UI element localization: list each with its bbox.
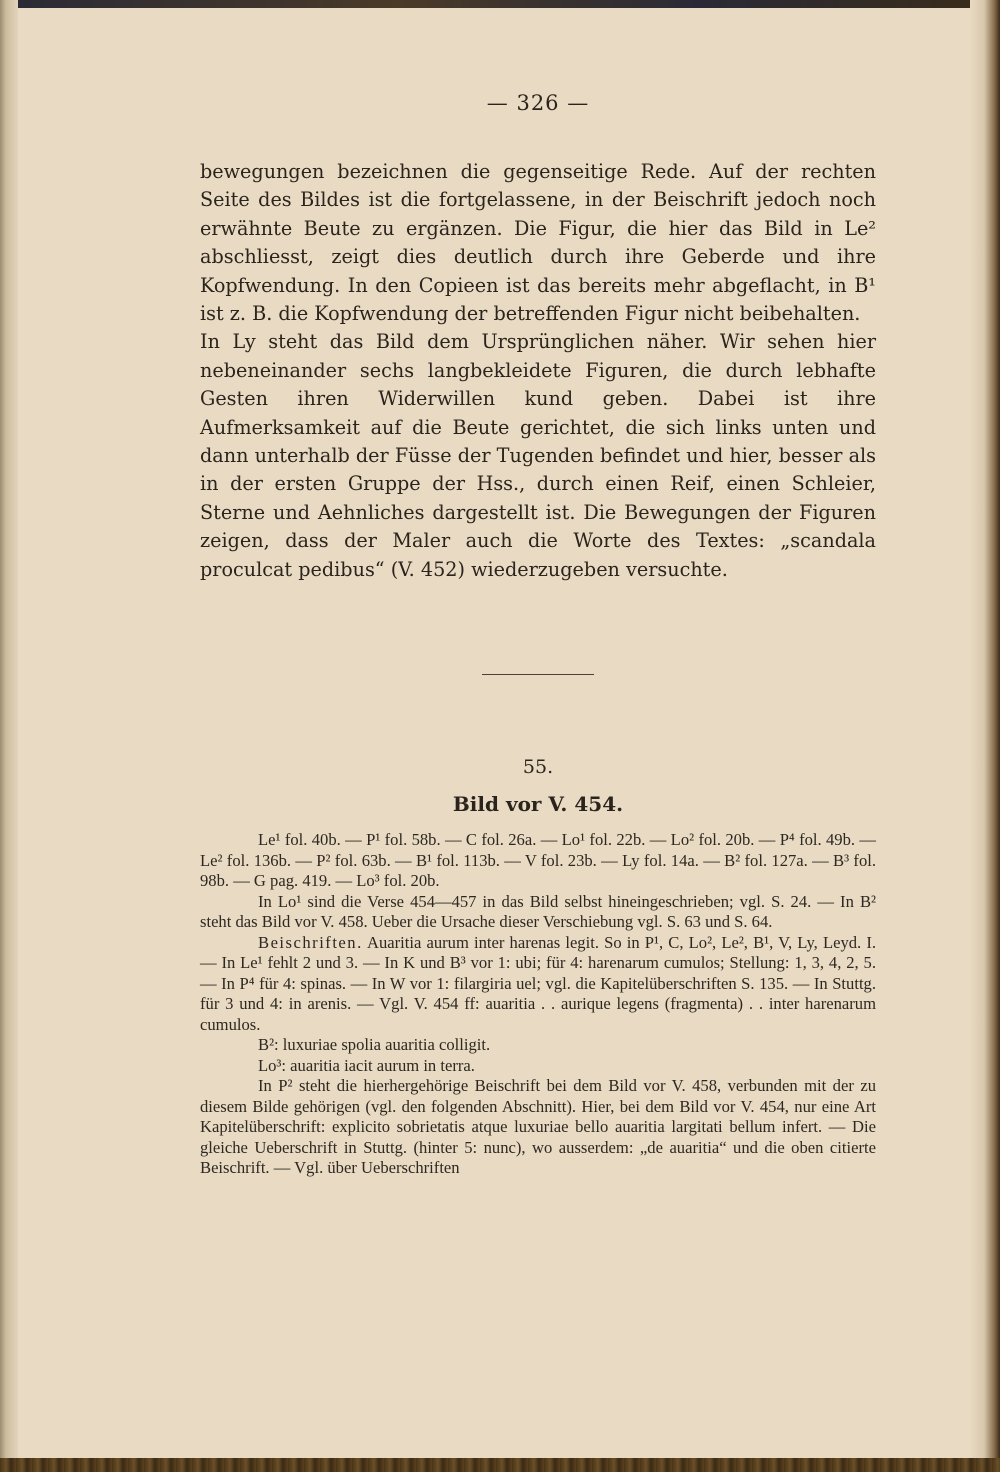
body-text	[200, 158, 876, 584]
paragraph-2: In Ly steht das Bild dem Ursprünglichen näher. Wir sehen hier nebeneinander sechs langbekleidete Figuren, die durch lebhafte Gesten ihren Widerwillen kund geben. Dabei ist ihre Aufmerksamkeit auf die Beute gerichtet, die sich links unten und dann unterhalb der Füsse der Tugenden befindet und hier, besser als in der ersten Gruppe der Hss., durch einen Reif, einen Schleier, Sterne und Aehnliches dargestellt ist. Die Bewegungen der Figuren zeigen, dass der Maler auch die Worte des Textes: „scandala proculcat pedibus“ (V. 452) wiederzugeben versuchte.	[200, 330, 876, 581]
page-gutter	[0, 0, 18, 1472]
footnotes	[200, 830, 876, 1179]
page-content	[200, 88, 876, 1177]
page-edge	[970, 0, 1000, 1472]
section-divider	[482, 674, 594, 675]
lo3-note: Lo³: auaritia iacit aurum in terra.	[258, 1055, 475, 1075]
section-title: Bild vor V. 454.	[452, 792, 624, 816]
b2-note: B²: luxuriae spolia auaritia colligit.	[258, 1035, 491, 1054]
section-number: 55.	[522, 756, 554, 778]
top-edge	[0, 0, 1000, 8]
p2-note: In P² steht die hierhergehörige Beischrift bei dem Bild vor V. 458, verbunden mit der zu diesem Bilde gehörigen (vgl. den folgenden Abschnitt). Hier, bei dem Bild vor V. 454, nur eine Art Kapitelüberschrift: explicito sobrietatis atque luxuriae bello auaritia largitati bellum infert. — Die gleiche Ueberschrift in Stuttg. (hinter 5: nunc), wo ausserdem: „de auaritia“ und die oben citierte Beischrift. — Vgl. über Ueberschriften	[200, 1076, 876, 1177]
beischriften-text: Auaritia aurum inter harenas legit. So in P¹, C, Lo², Le², B¹, V, Ly, Leyd. I. — In Le¹ fehlt 2 und 3. — In K und B³ vor 1: ubi; für 4: harenarum cumulos; Stellung: 1, 3, 4, 2, 5. — In P⁴ für 4: spinas. — In W vor 1: filargiria uel; vgl. die Kapitelüberschriften S. 135. — In Stuttg. für 3 und 4: in arenis. — Vgl. V. 454 ff: auaritia . . aurique legens (fragmenta) . . inter harenarum cumulos.	[200, 932, 876, 1034]
beischriften-label: Beischriften.	[258, 932, 363, 952]
manuscript-list: Le¹ fol. 40b. — P¹ fol. 58b. — C fol. 26a. — Lo¹ fol. 22b. — Lo² fol. 20b. — P⁴ fol. 49b. — Le² fol. 136b. — P² fol. 63b. — B¹ fol. 113b. — V fol. 23b. — Ly fol. 14a. — B² fol. 127a. — B³ fol. 98b. — G pag. 419. — Lo³ fol. 20b.	[200, 830, 876, 890]
paragraph-1: bewegungen bezeichnen die gegenseitige Rede. Auf der rechten Seite des Bildes ist die fortgelassene, in der Beischrift jedoch noch erwähnte Beute zu ergänzen. Die Figur, die hier das Bild in Le² abschliesst, zeigt dies deutlich durch ihre Geberde und ihre Kopfwendung. In den Copieen ist das bereits mehr abgeflacht, in B¹ ist z. B. die Kopfwendung der betreffenden Figur nicht beibehalten.	[200, 160, 876, 326]
binding-edge	[0, 1458, 1000, 1472]
verse-note: In Lo¹ sind die Verse 454—457 in das Bild selbst hineingeschrieben; vgl. S. 24. — In B² steht das Bild vor V. 458. Ueber die Ursache dieser Verschiebung vgl. S. 63 und S. 64.	[200, 891, 876, 931]
beischriften-note	[200, 933, 876, 1036]
page-number: — 326 —	[486, 91, 590, 115]
